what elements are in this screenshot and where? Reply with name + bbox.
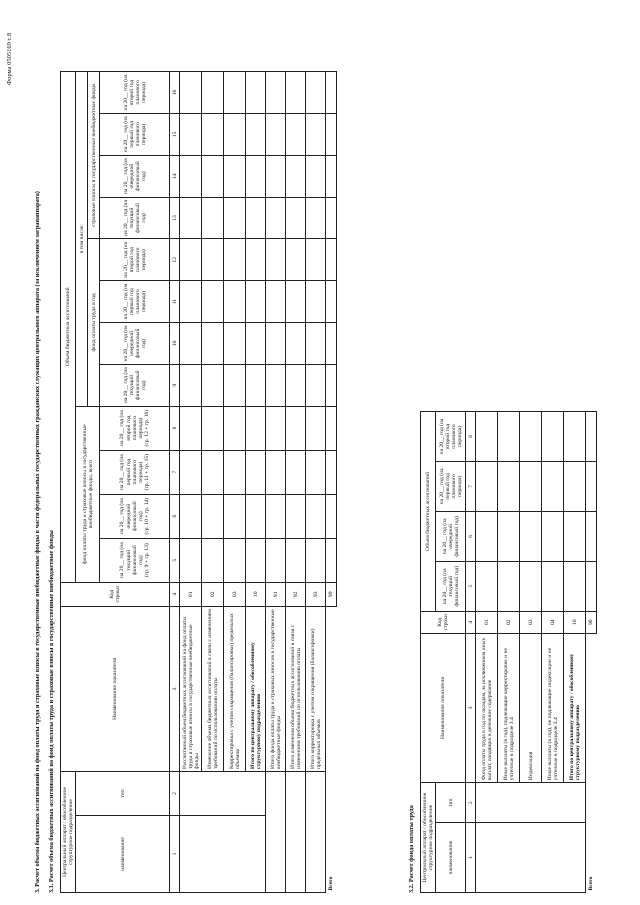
- unit-type-cell: [476, 783, 586, 823]
- value-cell: [180, 494, 202, 538]
- value-cell: [202, 322, 224, 364]
- t2-header-volume: Объем бюджетных ассигнований: [421, 412, 436, 612]
- value-cell: [266, 113, 286, 155]
- value-cell: [326, 322, 337, 364]
- value-cell: [306, 197, 326, 239]
- value-cell: [266, 72, 286, 114]
- header-fot: фонд оплаты труда в год: [88, 239, 100, 406]
- row-code: 90: [586, 611, 597, 633]
- value-cell: [246, 72, 266, 114]
- value-cell: [246, 494, 266, 538]
- value-cell: [306, 155, 326, 197]
- column-number: 7: [466, 461, 476, 511]
- value-cell: [564, 511, 586, 561]
- value-cell: [246, 239, 266, 281]
- column-number: 5: [466, 561, 476, 611]
- unit-name-cell: [476, 823, 586, 893]
- value-cell: [202, 450, 224, 494]
- value-cell: [246, 364, 266, 406]
- value-cell: [180, 450, 202, 494]
- col-10-header: на 20__ год (на очередной финансовый год): [100, 322, 170, 364]
- row-code: 99: [326, 582, 337, 606]
- value-cell: [520, 461, 542, 511]
- value-cell: [246, 450, 266, 494]
- column-number: 1: [466, 823, 476, 893]
- value-cell: [224, 155, 246, 197]
- section-3-1-title: 3.1. Расчет объема бюджетных ассигнований на фонд оплаты труда и страховые взносы в государственные внебюджетные фонды: [48, 530, 55, 893]
- value-cell: [224, 239, 246, 281]
- table-row: [180, 72, 202, 893]
- value-cell: [286, 72, 306, 114]
- col-8-header: на 20__ год (на второй год планового периода) (гр. 12 + гр. 16): [100, 406, 170, 450]
- column-number: 7: [170, 450, 180, 494]
- column-number: 11: [170, 281, 180, 323]
- value-cell: [266, 364, 286, 406]
- value-cell: [286, 450, 306, 494]
- value-cell: [498, 511, 520, 561]
- value-cell: [202, 406, 224, 450]
- value-cell: [224, 450, 246, 494]
- value-cell: [306, 494, 326, 538]
- row-label: Фонд оплаты труда в год по окладам, за исключением иных выплат, входящих в денежное содержание: [476, 633, 498, 783]
- row-label: Всего: [328, 876, 335, 891]
- value-cell: [180, 155, 202, 197]
- row-code: 01: [476, 611, 498, 633]
- header-volume: Объем бюджетных ассигнований: [61, 72, 76, 583]
- table-row: [326, 72, 337, 893]
- value-cell: [542, 412, 564, 462]
- row-code: 03: [224, 582, 246, 606]
- value-cell: [306, 450, 326, 494]
- value-cell: [286, 494, 306, 538]
- row-code: 01: [180, 582, 202, 606]
- value-cell: [180, 239, 202, 281]
- row-code: 93: [306, 582, 326, 606]
- row-label: Итого корректировка с учетом сокращения (балансировки) предельных объемов: [306, 606, 326, 771]
- col-13-header: на 20__ год (на текущий финансовый год): [100, 197, 170, 239]
- value-cell: [326, 72, 337, 114]
- value-cell: [286, 155, 306, 197]
- value-cell: [266, 239, 286, 281]
- unit-name-cell: [180, 815, 266, 892]
- value-cell: [246, 281, 266, 323]
- value-cell: [180, 406, 202, 450]
- value-cell: [246, 113, 266, 155]
- value-cell: [498, 461, 520, 511]
- col-9-header: на 20__ год (на текущий финансовый год): [100, 364, 170, 406]
- row-label: Изменение объема бюджетных ассигнований в связи с изменением требований по использованию оплаты: [202, 606, 224, 771]
- col-5-header: на 20__ год (на текущий финансовый год) (гр. 9 + гр. 13): [100, 538, 170, 582]
- column-number: 8: [170, 406, 180, 450]
- value-cell: [202, 113, 224, 155]
- value-cell: [266, 322, 286, 364]
- column-number: 9: [170, 364, 180, 406]
- header-central: Центральный аппарат / обособленное структурное подразделение: [61, 771, 76, 892]
- t2-col-5-header: на 20__ год (на текущий финансовый год): [436, 561, 466, 611]
- value-cell: [306, 406, 326, 450]
- value-cell: [564, 412, 586, 462]
- value-cell: [564, 561, 586, 611]
- column-number: 10: [170, 322, 180, 364]
- t2-header-central: Центральный аппарат / обособленное структурное подразделение: [421, 783, 436, 893]
- value-cell: [246, 322, 266, 364]
- value-cell: [224, 72, 246, 114]
- value-cell: [542, 461, 564, 511]
- value-cell: [586, 561, 597, 611]
- column-number: 15: [170, 113, 180, 155]
- table-row: [286, 72, 306, 893]
- value-cell: [306, 281, 326, 323]
- column-number: 6: [170, 494, 180, 538]
- value-cell: [180, 538, 202, 582]
- value-cell: [586, 511, 597, 561]
- value-cell: [286, 197, 306, 239]
- col-12-header: на 20__ год (на второй год планового периода): [100, 239, 170, 281]
- row-code: 03: [520, 611, 542, 633]
- value-cell: [306, 364, 326, 406]
- row-code: 10: [564, 611, 586, 633]
- form-code: Форма 0505169 с.8: [6, 32, 13, 85]
- empty-cell: [266, 771, 286, 892]
- value-cell: [326, 197, 337, 239]
- header-incl: в том числе:: [76, 72, 88, 407]
- row-code: 04: [542, 611, 564, 633]
- value-cell: [266, 155, 286, 197]
- unit-type-cell: [180, 771, 266, 815]
- row-code: 91: [266, 582, 286, 606]
- value-cell: [180, 364, 202, 406]
- value-cell: [306, 113, 326, 155]
- value-cell: [542, 511, 564, 561]
- row-code: 10: [246, 582, 266, 606]
- value-cell: [224, 113, 246, 155]
- row-label: Всего: [588, 876, 595, 891]
- col-15-header: на 20__ год (на первый год планового периода): [100, 113, 170, 155]
- value-cell: [202, 197, 224, 239]
- value-cell: [564, 461, 586, 511]
- value-cell: [246, 406, 266, 450]
- value-cell: [498, 561, 520, 611]
- column-number: 4: [170, 582, 180, 606]
- value-cell: [246, 538, 266, 582]
- table-row: [266, 72, 286, 893]
- table-row: [224, 72, 246, 893]
- value-cell: [180, 113, 202, 155]
- row-label: Индексация: [520, 633, 542, 783]
- column-number: 8: [466, 412, 476, 462]
- column-number: 12: [170, 239, 180, 281]
- value-cell: [520, 561, 542, 611]
- column-number: 3: [170, 606, 180, 771]
- row-label: Итого по центральному аппарату / обособленному структурному подразделению: [246, 606, 266, 771]
- table-row: [586, 412, 597, 893]
- value-cell: [326, 239, 337, 281]
- row-label: Итого фонда оплаты труда и страховых взносов в государственные внебюджетные фонды: [266, 606, 286, 771]
- column-number: 14: [170, 155, 180, 197]
- value-cell: [306, 322, 326, 364]
- value-cell: [202, 239, 224, 281]
- row-label: Корректировка с учетом сокращения (балансировки) предельных объемов: [224, 606, 246, 771]
- col-14-header: на 20__ год (на очередной финансовый год): [100, 155, 170, 197]
- value-cell: [224, 538, 246, 582]
- t2-col-6-header: на 20__ год (на очередной финансовый год): [436, 511, 466, 561]
- value-cell: [202, 538, 224, 582]
- value-cell: [286, 239, 306, 281]
- header-type: тип: [76, 771, 170, 815]
- column-number: 6: [466, 511, 476, 561]
- col-7-header: на 20__ год (на первый год планового периода) (гр. 11 + гр. 15): [100, 450, 170, 494]
- table-row: [202, 72, 224, 893]
- column-number: 2: [170, 771, 180, 815]
- row-code: 02: [202, 582, 224, 606]
- t2-header-type: тип: [436, 783, 466, 823]
- value-cell: [476, 511, 498, 561]
- value-cell: [326, 113, 337, 155]
- value-cell: [586, 412, 597, 462]
- col-6-header: на 20__ год (на очередной финансовый год) (гр. 10 + гр. 14): [100, 494, 170, 538]
- value-cell: [202, 281, 224, 323]
- value-cell: [476, 412, 498, 462]
- value-cell: [202, 364, 224, 406]
- row-code: 92: [286, 582, 306, 606]
- empty-cell: [286, 771, 306, 892]
- value-cell: [224, 364, 246, 406]
- row-label: Иные выплаты (в год), подлежащие корректировке и не учтенные в подразделе 3.4: [498, 633, 520, 783]
- empty-cell: [306, 771, 326, 892]
- row-code: 02: [498, 611, 520, 633]
- value-cell: [476, 461, 498, 511]
- value-cell: [498, 412, 520, 462]
- value-cell: [306, 538, 326, 582]
- row-label: Рассчитанный объем бюджетных ассигнований на фонд оплаты труда и страховые взносы в государственные внебюджетные фонды: [180, 606, 202, 771]
- value-cell: [266, 494, 286, 538]
- header-code: Код строки: [61, 582, 170, 606]
- column-number: 5: [170, 538, 180, 582]
- table-fot: [420, 411, 597, 893]
- value-cell: [202, 155, 224, 197]
- value-cell: [266, 281, 286, 323]
- value-cell: [224, 197, 246, 239]
- column-number: 2: [466, 783, 476, 823]
- value-cell: [286, 322, 306, 364]
- table-fot-sv: [60, 71, 337, 893]
- value-cell: [326, 406, 337, 450]
- value-cell: [326, 538, 337, 582]
- column-numbers-row: [170, 72, 180, 893]
- table-row: [476, 412, 498, 893]
- section-3-title: 3. Расчет объема бюджетных ассигнований на фонд оплаты труда и страховые взносы в государственные внебюджетные фонды в части федеральных государственных гражданских служащих центрального аппарата (за исключением загранаппарата): [34, 191, 41, 893]
- value-cell: [286, 364, 306, 406]
- t2-header-indicator: Наименование показателя: [421, 633, 466, 783]
- column-number: 13: [170, 197, 180, 239]
- value-cell: [224, 406, 246, 450]
- value-cell: [326, 281, 337, 323]
- value-cell: [286, 406, 306, 450]
- table-row: [246, 72, 266, 893]
- value-cell: [326, 155, 337, 197]
- row-label: Итого изменения объема бюджетных ассигнований в связи с изменением требований по использованию оплаты: [286, 606, 306, 771]
- value-cell: [286, 281, 306, 323]
- value-cell: [224, 494, 246, 538]
- value-cell: [180, 281, 202, 323]
- value-cell: [586, 461, 597, 511]
- value-cell: [266, 197, 286, 239]
- value-cell: [224, 281, 246, 323]
- value-cell: [520, 412, 542, 462]
- t2-header-name: наименование: [436, 823, 466, 893]
- t2-col-8-header: на 20__ год (на второй год планового периода): [436, 412, 466, 462]
- value-cell: [266, 538, 286, 582]
- section-3-2-title: 3.2. Расчет фонда оплаты труда: [408, 805, 415, 893]
- value-cell: [180, 322, 202, 364]
- value-cell: [306, 72, 326, 114]
- value-cell: [180, 72, 202, 114]
- value-cell: [520, 511, 542, 561]
- value-cell: [202, 494, 224, 538]
- column-number: 4: [466, 611, 476, 633]
- header-name: наименование: [76, 815, 170, 892]
- value-cell: [326, 364, 337, 406]
- value-cell: [266, 450, 286, 494]
- value-cell: [266, 406, 286, 450]
- column-number: 1: [170, 815, 180, 892]
- header-sv: страховые взносы в государственные внебюджетные фонды: [88, 72, 100, 239]
- value-cell: [542, 561, 564, 611]
- t2-header-code: Код строки: [421, 611, 466, 633]
- col-11-header: на 20__ год (на первый год планового периода): [100, 281, 170, 323]
- value-cell: [286, 538, 306, 582]
- value-cell: [326, 494, 337, 538]
- header-fot-sv: фонд оплаты труда и страховые взносы в государственные внебюджетные фонды, всего: [76, 406, 100, 582]
- row-label: Итого по центральному аппарату / обособленному структурному подразделению: [564, 633, 586, 783]
- column-number: 16: [170, 72, 180, 114]
- header-indicator: Наименование показателя: [61, 606, 170, 771]
- value-cell: [476, 561, 498, 611]
- column-number: 3: [466, 633, 476, 783]
- value-cell: [306, 239, 326, 281]
- col-16-header: на 20__ год (на второй год планового периода): [100, 72, 170, 114]
- value-cell: [326, 450, 337, 494]
- value-cell: [246, 197, 266, 239]
- value-cell: [202, 72, 224, 114]
- table-row: [306, 72, 326, 893]
- value-cell: [224, 322, 246, 364]
- t2-col-7-header: на 20__ год (на первый год планового периода): [436, 461, 466, 511]
- t2-column-numbers-row: [466, 412, 476, 893]
- value-cell: [286, 113, 306, 155]
- value-cell: [180, 197, 202, 239]
- row-label: Иные выплаты (в год), не подлежащие индексации и не учтенные в подразделе 3.4: [542, 633, 564, 783]
- value-cell: [246, 155, 266, 197]
